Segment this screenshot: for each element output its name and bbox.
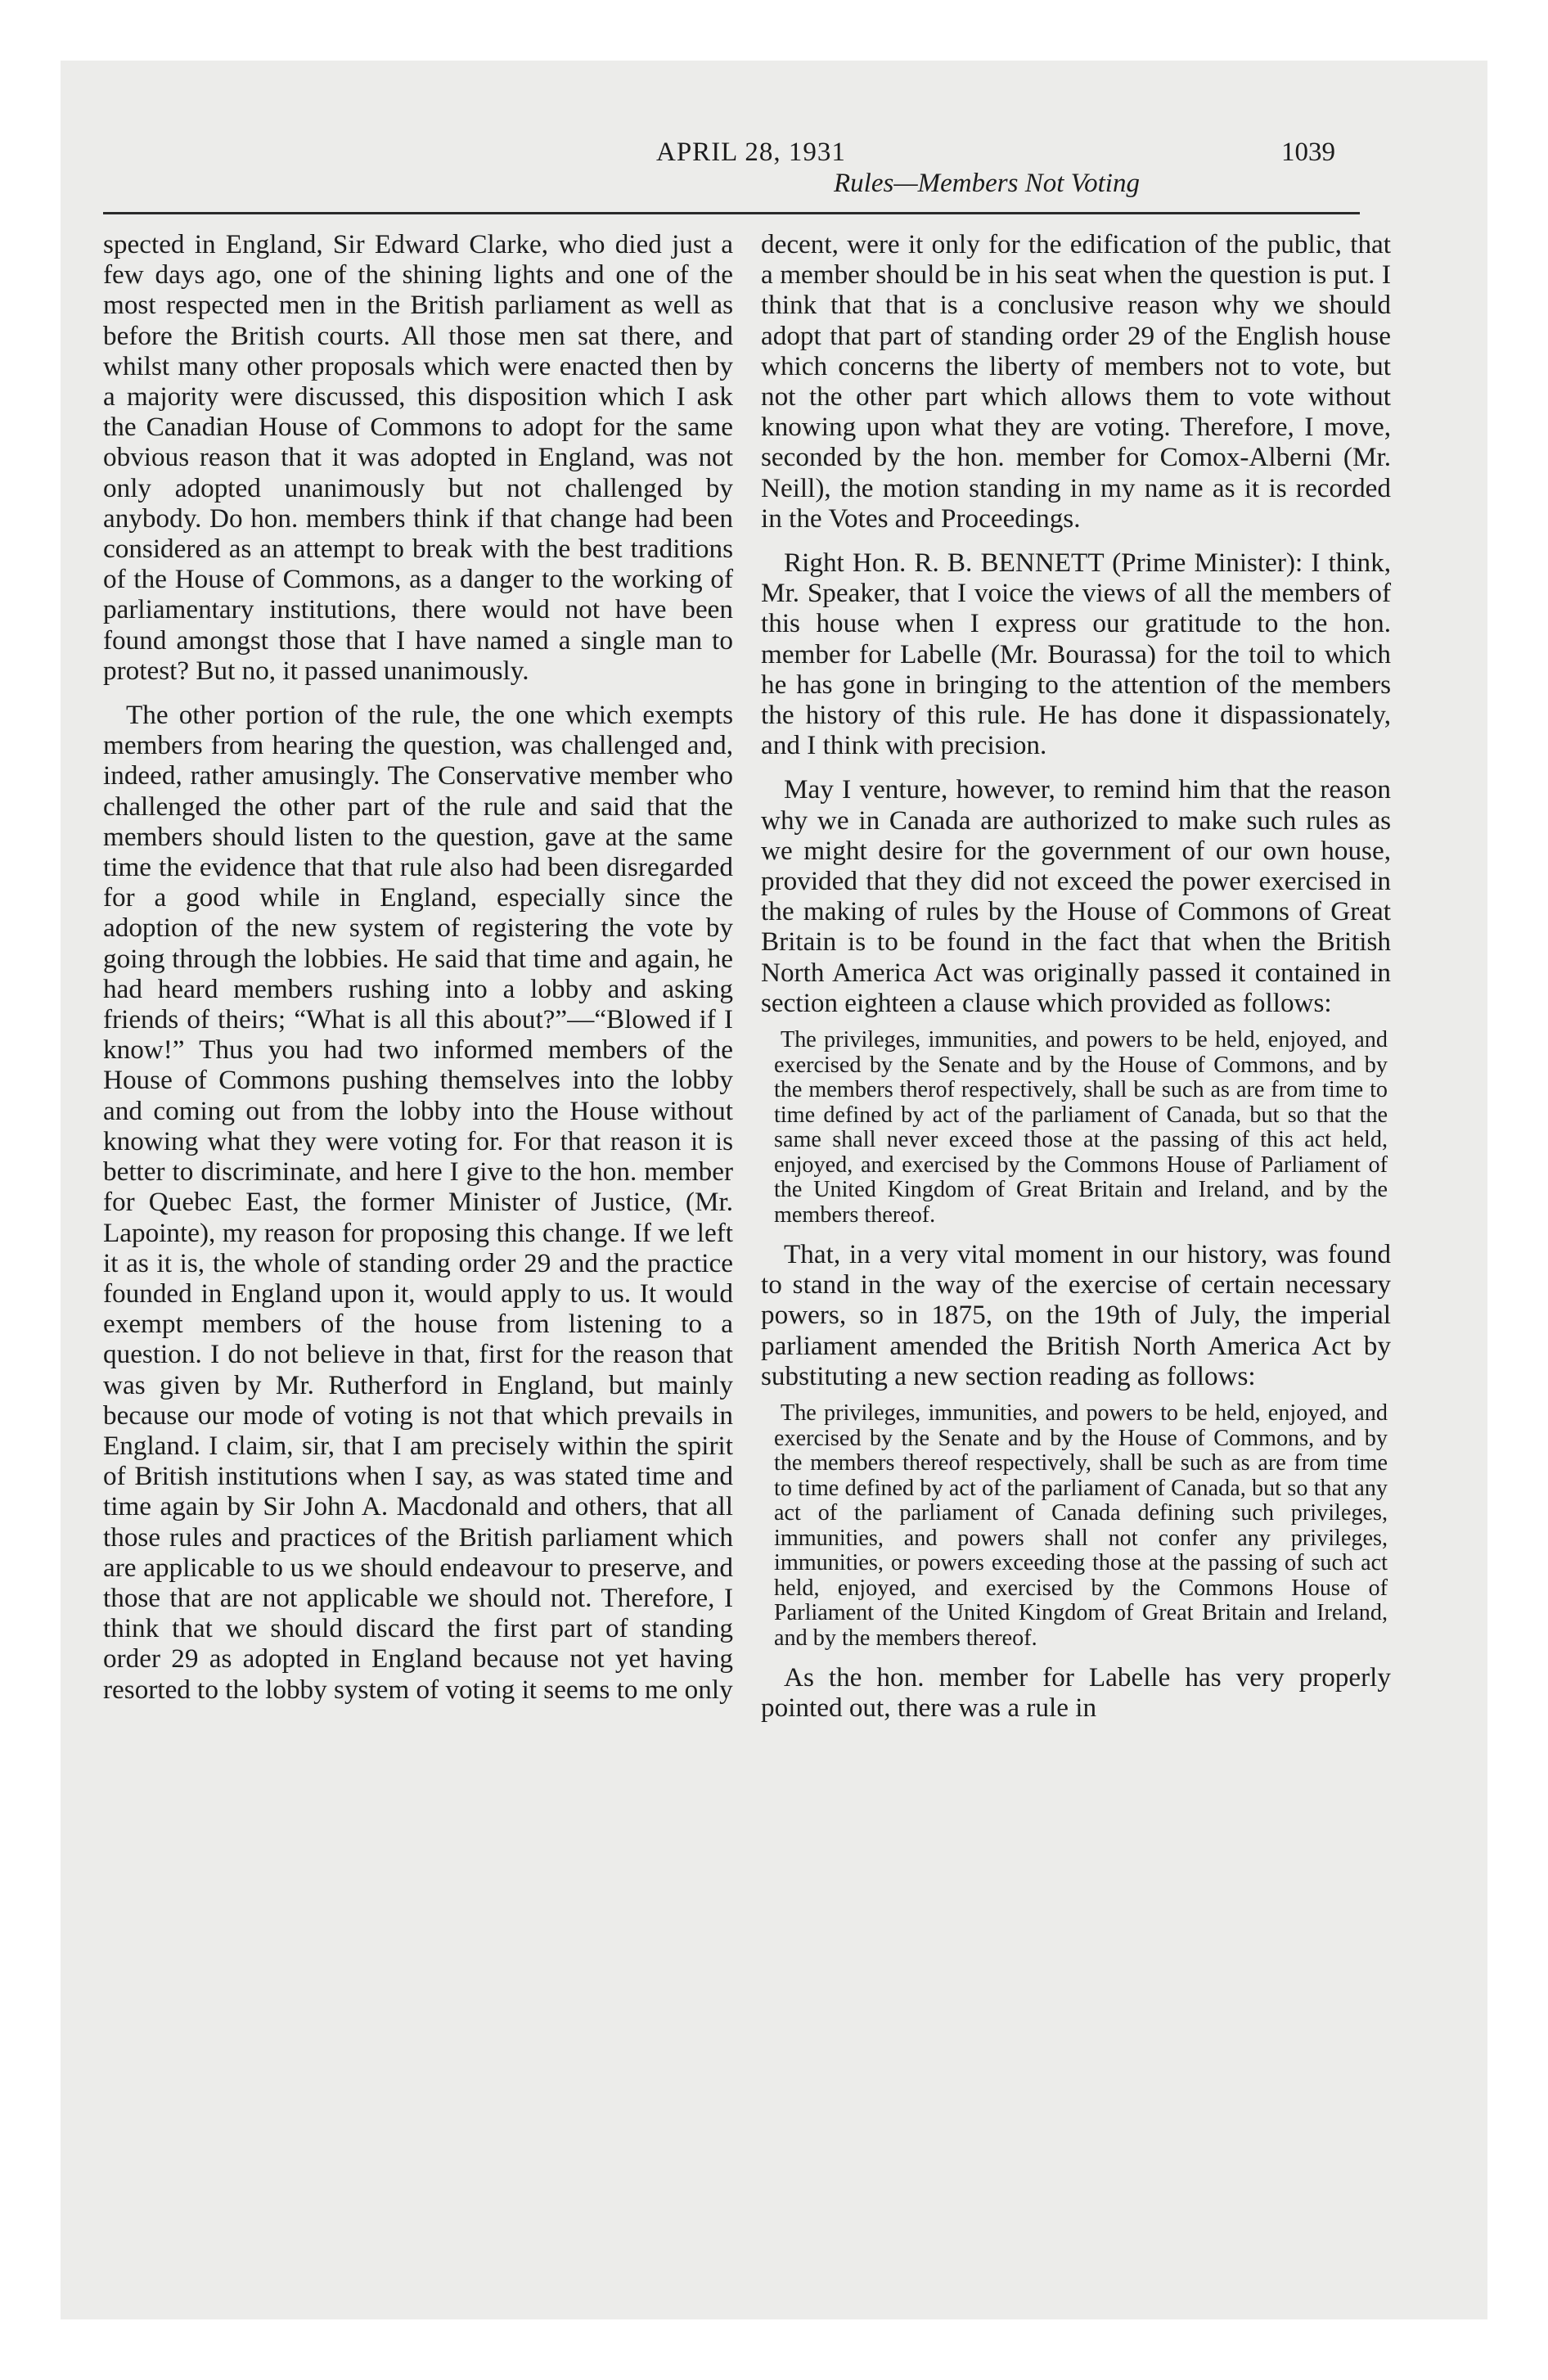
quoted-section-amended: The privileges, immunities, and powers to be held, enjoyed, and exercised by the Senate and by the House of Commons, and by the members thereof respectively, shall be such as are from time to time defined by act of the parliament of Canada, but so that any act of the parliament of Canada defining such privileges, immunities, and powers shall not confer any privileges, immunities, or powers exceeding those at the passing of such act held, enjoyed, and exercised by the Commons House of Parliament of the United Kingdom of Great Britain and Ireland, and by the members thereof. (774, 1400, 1388, 1651)
right-paragraph-5: As the hon. member for Labelle has very properly pointed out, there was a rule in (761, 1662, 1391, 1724)
page-number: 1039 (1281, 137, 1335, 167)
running-title: Rules—Members Not Voting (834, 169, 1140, 198)
left-paragraph-1: spected in England, Sir Edward Clarke, who died just a few days ago, one of the shining lights and one of the most respected men in the British parliament as well as before the British courts. All those men sat there, and whilst many other proposals which were enacted then by a majority were discussed, this disposition which I ask the Canadian House of Commons to adopt for the same obvious reason that it was adopted in England, was not only adopted unanimously but not challenged by anybody. Do hon. members think if that change had been considered as an attempt to break with the best traditions of the House of Commons, as a danger to the working of parliamentary institutions, there would not have been found amongst those that I have named a single man to protest? But no, it passed unanimously. (103, 229, 733, 686)
right-column (761, 229, 1391, 1724)
quoted-section-original: The privileges, immunities, and powers to be held, enjoyed, and exercised by the Senate and by the House of Commons, and by the members therof respectively, shall be such as are from time to time defined by act of the parliament of Canada, but so that the same shall never exceed those at the passing of this act held, enjoyed, and exercised by the Commons House of Parliament of the United Kingdom of Great Britain and Ireland, and by the members thereof. (774, 1027, 1388, 1228)
left-paragraph-2: The other portion of the rule, the one which exempts members from hearing the question, was challenged and, indeed, rather amusingly. The Conservative member who challenged the other part of the rule and said that the members should listen to the question, gave at the same time the evidence that that rule also had been disregarded for a good while in England, especially since the adoption of the new system of registering the vote by going through the lobbies. He said that time and again, he had heard members rushing into a lobby and asking friends of theirs; “What is all this about?”—“Blowed if I know!” Thus you had two informed members of the House of Commons pushing themselves into the lobby and coming out from the lobby into the House without knowing what they were voting for. For that reason it is better to discriminate, and here I give to the hon. member for Quebec East, the former Minister of Justice, (Mr. Lapointe), my reason for proposing this change. If we left it as it is, the whole of standing order 29 and the practice founded in England upon it, would apply to us. It would exempt members of the house from listening to a question. I do not believe in that, first for the reason that was given by Mr. Rutherford in England, but mainly because our mode of voting is not that which prevails in England. I claim, sir, that I am precisely within the spirit of British institutions when I say, as was stated time and time again by Sir John A. Macdonald and others, that all those rules and practices of the British parliament which are applicable to us we should endeavour to preserve, and those that are not applicable we should not. Therefore, I think that we should discard the first part of standing order 29 as adopted in England because not yet having resorted to the lobby system of voting it seems to me only (103, 700, 733, 1705)
header-date: APRIL 28, 1931 (656, 137, 846, 167)
bennett-paragraph: Right Hon. R. B. BENNETT (Prime Minister): I think, Mr. Speaker, that I voice the views of all the members of this house when I express our gratitude to the hon. member for Labelle (Mr. Bourassa) for the toil to which he has gone in bringing to the attention of the members the history of this rule. He has done it dispassionately, and I think with precision. (761, 548, 1391, 761)
right-paragraph-3: May I venture, however, to remind him that the reason why we in Canada are authorized to make such rules as we might desire for the government of our own house, provided that they did not exceed the power exercised in the making of rules by the House of Commons of Great Britain is to be found in the fact that when the British North America Act was originally passed it contained in section eighteen a clause which provided as follows: (761, 774, 1391, 1018)
left-column (103, 229, 733, 1705)
right-paragraph-4: That, in a very vital moment in our history, was found to stand in the way of the exercise of certain necessary powers, so in 1875, on the 19th of July, the imperial parliament amended the British North America Act by substituting a new section reading as follows: (761, 1239, 1391, 1391)
right-paragraph-1: decent, were it only for the edification of the public, that a member should be in his seat when the question is put. I think that that is a conclusive reason why we should adopt that part of standing order 29 of the English house which concerns the liberty of members not to vote, but not the other part which allows them to vote without knowing upon what they are voting. Therefore, I move, seconded by the hon. member for Comox-Alberni (Mr. Neill), the motion standing in my name as it is recorded in the Votes and Proceedings. (761, 229, 1391, 534)
header-rule (103, 212, 1360, 214)
